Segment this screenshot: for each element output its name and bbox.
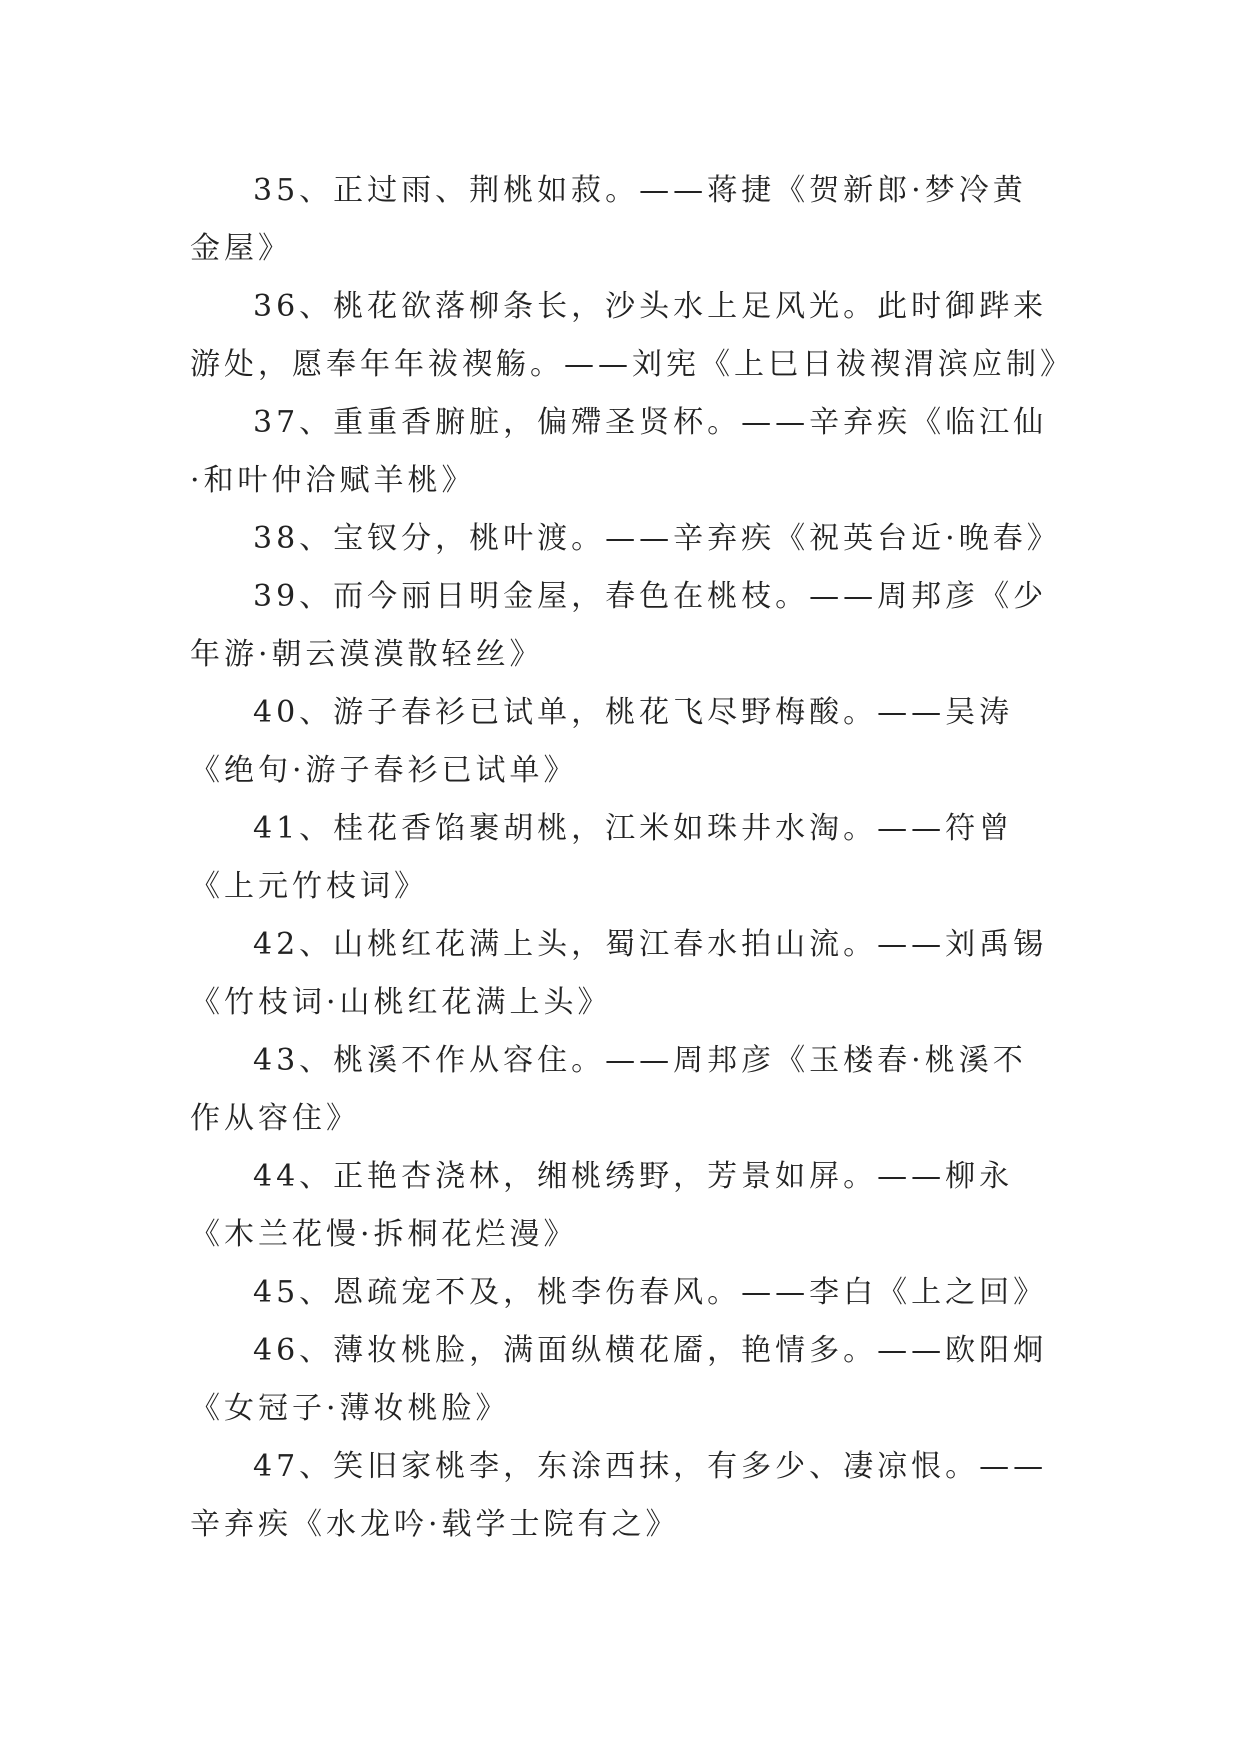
poem-entry-37: 37、重重香腑脏，偏殢圣贤杯。——辛弃疾《临江仙·和叶仲洽赋羊桃》 — [190, 405, 1048, 498]
poem-entry-35: 35、正过雨、荆桃如菽。——蒋捷《贺新郎·梦冷黄金屋》 — [190, 173, 1027, 266]
poem-entry-46: 46、薄妆桃脸，满面纵横花靥，艳情多。——欧阳炯《女冠子·薄妆桃脸》 — [190, 1333, 1048, 1426]
poem-entry-41: 41、桂花香馅裹胡桃，江米如珠井水淘。——符曾《上元竹枝词》 — [190, 811, 1014, 904]
poem-entry-42: 42、山桃红花满上头，蜀江春水拍山流。——刘禹锡《竹枝词·山桃红花满上头》 — [190, 927, 1048, 1020]
poem-entry-40: 40、游子春衫已试单，桃花飞尽野梅酸。——吴涛《绝句·游子春衫已试单》 — [190, 695, 1014, 788]
poem-entry-38: 38、宝钗分，桃叶渡。——辛弃疾《祝英台近·晚春》 — [253, 521, 1061, 556]
poem-entry-43: 43、桃溪不作从容住。——周邦彦《玉楼春·桃溪不作从容住》 — [190, 1043, 1027, 1136]
poem-entry-36: 36、桃花欲落柳条长，沙头水上足风光。此时御跸来游处，愿奉年年祓禊觞。——刘宪《上巳日祓禊渭滨应制》 — [190, 289, 1074, 382]
document-page — [190, 162, 1074, 1554]
poem-entry-47: 47、笑旧家桃李，东涂西抹，有多少、凄凉恨。——辛弃疾《水龙吟·载学士院有之》 — [190, 1449, 1048, 1542]
poem-entry-45: 45、恩疏宠不及，桃李伤春风。——李白《上之回》 — [253, 1275, 1048, 1310]
poem-entry-44: 44、正艳杏浇林，缃桃绣野，芳景如屏。——柳永《木兰花慢·拆桐花烂漫》 — [190, 1159, 1014, 1252]
poem-entry-39: 39、而今丽日明金屋，春色在桃枝。——周邦彦《少年游·朝云漠漠散轻丝》 — [190, 579, 1048, 672]
